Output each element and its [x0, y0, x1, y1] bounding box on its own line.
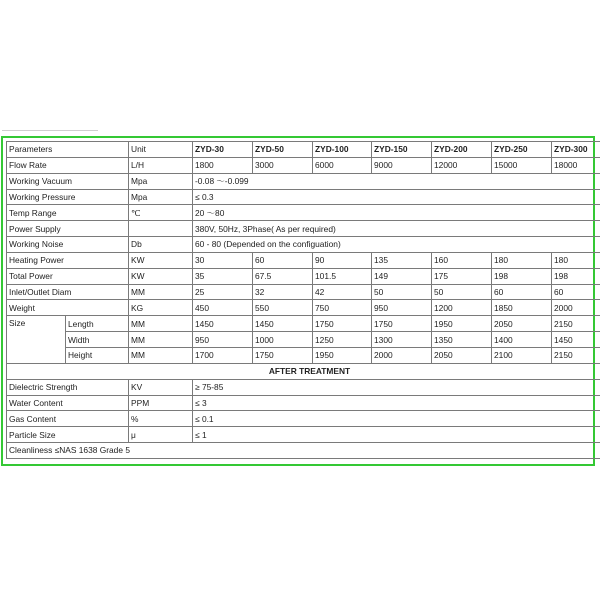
row-unit: KG — [129, 300, 193, 316]
row-sublabel: Height — [66, 347, 129, 363]
table-cell: 450 — [193, 300, 253, 316]
table-cell-merged: ≤ 0.3 — [193, 189, 600, 205]
table-row-gas-content — [7, 411, 600, 427]
table-cell: 1950 — [432, 316, 492, 332]
table-cell: 950 — [193, 332, 253, 348]
table-cell: 135 — [372, 252, 432, 268]
header-model: ZYD-50 — [253, 142, 313, 158]
row-unit: Mpa — [129, 173, 193, 189]
table-cell: 6000 — [313, 157, 372, 173]
row-label: Water Content — [7, 395, 129, 411]
cleanliness-cell: Cleanliness ≤NAS 1638 Grade 5 — [7, 443, 600, 459]
row-unit: KV — [129, 379, 193, 395]
row-unit: KW — [129, 268, 193, 284]
table-cell-merged: 20 ～80 — [193, 205, 600, 221]
header-model: ZYD-150 — [372, 142, 432, 158]
table-cell-merged: -0.08 ～-0.099 — [193, 173, 600, 189]
table-cell: 18000 — [552, 157, 600, 173]
table-row-after-treatment — [7, 363, 600, 379]
table-cell: 2100 — [492, 347, 552, 363]
table-cell: 1700 — [193, 347, 253, 363]
table-cell: 750 — [313, 300, 372, 316]
table-cell: 3000 — [253, 157, 313, 173]
table-cell: 30 — [193, 252, 253, 268]
header-unit: Unit — [129, 142, 193, 158]
table-row-particle-size — [7, 427, 600, 443]
table-row-cleanliness — [7, 443, 600, 459]
row-label: Flow Rate — [7, 157, 129, 173]
row-unit: μ — [129, 427, 193, 443]
table-cell: 50 — [372, 284, 432, 300]
row-sublabel: Width — [66, 332, 129, 348]
spec-table-frame — [1, 136, 595, 466]
top-divider-line — [2, 130, 98, 131]
table-row-working-pressure — [7, 189, 600, 205]
table-cell-merged: ≤ 3 — [193, 395, 600, 411]
row-label: Working Vacuum — [7, 173, 129, 189]
table-row-total-power — [7, 268, 600, 284]
table-cell: 67.5 — [253, 268, 313, 284]
header-model: ZYD-300 — [552, 142, 600, 158]
table-row-heating-power — [7, 252, 600, 268]
table-cell: 42 — [313, 284, 372, 300]
row-sublabel: Length — [66, 316, 129, 332]
table-row-size-length — [7, 316, 600, 332]
row-unit: MM — [129, 347, 193, 363]
table-cell: 180 — [552, 252, 600, 268]
row-unit: MM — [129, 316, 193, 332]
header-parameters: Parameters — [7, 142, 129, 158]
table-cell: 25 — [193, 284, 253, 300]
table-cell: 149 — [372, 268, 432, 284]
table-cell: 180 — [492, 252, 552, 268]
table-cell: 50 — [432, 284, 492, 300]
table-row-header — [7, 142, 600, 158]
table-cell: 1250 — [313, 332, 372, 348]
header-model: ZYD-200 — [432, 142, 492, 158]
row-unit: Mpa — [129, 189, 193, 205]
table-cell: 15000 — [492, 157, 552, 173]
row-label: Dielectric Strength — [7, 379, 129, 395]
table-cell: 175 — [432, 268, 492, 284]
table-row-weight — [7, 300, 600, 316]
table-cell: 60 — [552, 284, 600, 300]
table-cell: 90 — [313, 252, 372, 268]
table-row-flow-rate — [7, 157, 600, 173]
table-row-temp-range — [7, 205, 600, 221]
table-row-size-width — [7, 332, 600, 348]
row-unit: MM — [129, 284, 193, 300]
row-unit: PPM — [129, 395, 193, 411]
row-label: Working Noise — [7, 237, 129, 253]
row-unit: MM — [129, 332, 193, 348]
table-cell-merged: ≥ 75-85 — [193, 379, 600, 395]
row-unit — [129, 221, 193, 237]
table-row-water-content — [7, 395, 600, 411]
table-row-inlet-outlet — [7, 284, 600, 300]
table-cell: 1800 — [193, 157, 253, 173]
table-cell: 2000 — [552, 300, 600, 316]
table-cell: 1750 — [313, 316, 372, 332]
after-treatment-heading: AFTER TREATMENT — [7, 363, 600, 379]
table-row-size-height — [7, 347, 600, 363]
table-row-power-supply — [7, 221, 600, 237]
table-cell: 12000 — [432, 157, 492, 173]
table-cell: 2150 — [552, 347, 600, 363]
table-cell: 60 — [492, 284, 552, 300]
table-cell: 1750 — [372, 316, 432, 332]
header-model: ZYD-250 — [492, 142, 552, 158]
row-unit: L/H — [129, 157, 193, 173]
row-unit: KW — [129, 252, 193, 268]
table-cell: 1750 — [253, 347, 313, 363]
row-label: Total Power — [7, 268, 129, 284]
table-cell-merged: 60 - 80 (Depended on the configuation) — [193, 237, 600, 253]
row-label: Weight — [7, 300, 129, 316]
row-label: Working Pressure — [7, 189, 129, 205]
table-cell: 1350 — [432, 332, 492, 348]
table-cell: 1000 — [253, 332, 313, 348]
table-cell: 1950 — [313, 347, 372, 363]
table-cell: 1450 — [253, 316, 313, 332]
table-cell: 1850 — [492, 300, 552, 316]
table-cell-merged: ≤ 1 — [193, 427, 600, 443]
specification-table — [6, 141, 600, 459]
table-cell: 1200 — [432, 300, 492, 316]
table-cell: 950 — [372, 300, 432, 316]
row-label: Power Supply — [7, 221, 129, 237]
row-unit: Db — [129, 237, 193, 253]
table-row-dielectric-strength — [7, 379, 600, 395]
table-cell: 2150 — [552, 316, 600, 332]
header-model: ZYD-30 — [193, 142, 253, 158]
table-cell-merged: ≤ 0.1 — [193, 411, 600, 427]
table-cell: 1450 — [552, 332, 600, 348]
table-cell: 1450 — [193, 316, 253, 332]
table-cell: 2000 — [372, 347, 432, 363]
table-cell: 198 — [492, 268, 552, 284]
table-cell: 1400 — [492, 332, 552, 348]
table-cell: 2050 — [432, 347, 492, 363]
table-cell: 60 — [253, 252, 313, 268]
table-cell: 2050 — [492, 316, 552, 332]
row-label: Particle Size — [7, 427, 129, 443]
table-cell: 550 — [253, 300, 313, 316]
row-label: Temp Range — [7, 205, 129, 221]
table-row-working-noise — [7, 237, 600, 253]
size-label: Size — [7, 316, 66, 364]
table-cell: 9000 — [372, 157, 432, 173]
table-cell-merged: 380V, 50Hz, 3Phase( As per required) — [193, 221, 600, 237]
table-cell: 198 — [552, 268, 600, 284]
row-unit: ℃ — [129, 205, 193, 221]
table-cell: 160 — [432, 252, 492, 268]
table-cell: 1300 — [372, 332, 432, 348]
row-label: Gas Content — [7, 411, 129, 427]
table-row-working-vacuum — [7, 173, 600, 189]
row-unit: % — [129, 411, 193, 427]
table-cell: 101.5 — [313, 268, 372, 284]
table-cell: 32 — [253, 284, 313, 300]
row-label: Inlet/Outlet Diam — [7, 284, 129, 300]
table-cell: 35 — [193, 268, 253, 284]
header-model: ZYD-100 — [313, 142, 372, 158]
row-label: Heating Power — [7, 252, 129, 268]
